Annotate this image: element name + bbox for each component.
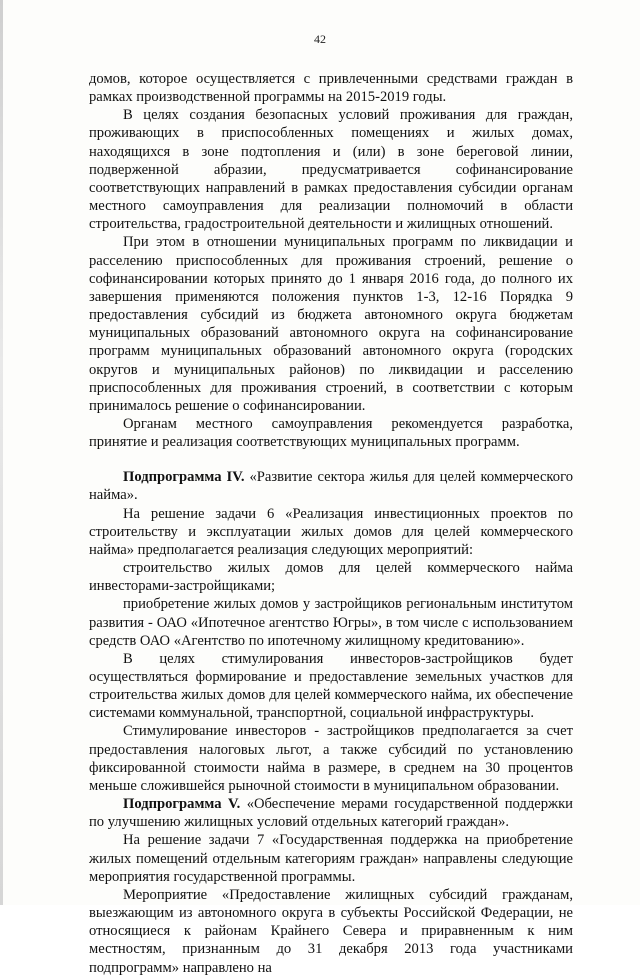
paragraph: На решение задачи 7 «Государственная поддержка на приобретение жилых помещений отдельным категориям граждан» направлены следующие мероприятия государственной программы.: [89, 832, 573, 885]
list-item: строительство жилых домов для целей коммерческого найма инвесторами-застройщиками;: [89, 560, 573, 595]
subprogram-label: Подпрограмма V.: [123, 796, 241, 813]
paragraph: Мероприятие «Предоставление жилищных субсидий гражданам, выезжающим из автономного округа в субъекты Российской Федерации, не относящиеся к районам Крайнего Севера и приравненным к ним местностям, признанным до 31 декабря 2013 года участниками подпрограмм» направлено на: [89, 886, 573, 976]
paragraph: В целях создания безопасных условий проживания для граждан, проживающих в приспособленных помещениях и жилых домах, находящихся в зоне подтопления и (или) в зоне береговой линии, подверженной абразии, предусматривается софинансирование соответствующих направлений в рамках предоставления субсидии органам местного самоуправления для реализации полномочий в области строительства, градостроительной деятельности и жилищных отношений.: [89, 107, 573, 233]
paragraph: Органам местного самоуправления рекомендуется разработка, принятие и реализация соответствующих муниципальных программ.: [89, 415, 573, 451]
subprogram-heading: Подпрограмма V. «Обеспечение мерами государственной поддержки по улучшению жилищных условий отдельных категорий граждан».: [89, 796, 573, 831]
list-item: приобретение жилых домов у застройщиков региональным институтом развития - ОАО «Ипотечное агентство Югры», в том числе с использованием средств ОАО «Агентство по ипотечному жилищному кредитованию».: [89, 596, 573, 649]
section-gap: [89, 451, 573, 468]
paragraph-continuation: домов, которое осуществляется с привлеченными средствами граждан в рамках производственной программы на 2015-2019 годы.: [89, 71, 573, 106]
paragraph: Стимулирование инвесторов - застройщиков предполагается за счет предоставления налоговых льгот, а также субсидий по установлению фиксированной стоимости найма в размере, в среднем на 30 процентов меньше сложившейся рыночной стоимости в муниципальном образовании.: [89, 723, 573, 794]
page-number: 42: [314, 32, 326, 46]
paragraph: При этом в отношении муниципальных программ по ликвидации и расселению приспособленных для проживания строений, решение о софинансировании которых принято до 1 января 2016 года, до полного их завершения применяются положения пунктов 1-3, 12-16 Порядка 9 предоставления субсидий из бюджета автономного округа бюджетам муниципальных образований автономного округа на софинансирование программ муниципальных образований автономного округа (городских округов и муниципальных районов) по ликвидации и расселению приспособленных для проживания строений, в соответствии с которым принималось решение о софинансировании.: [89, 234, 573, 414]
subprogram-heading: Подпрограмма IV. «Развитие сектора жилья для целей коммерческого найма».: [89, 469, 573, 504]
document-body: [89, 70, 573, 977]
paragraph: На решение задачи 6 «Реализация инвестиционных проектов по строительству и эксплуатации жилых домов для целей коммерческого найма» предполагается реализация следующих мероприятий:: [89, 505, 573, 558]
paragraph: В целях стимулирования инвесторов-застройщиков будет осуществляться формирование и предоставление земельных участков для строительства жилых домов для целей коммерческого найма, их обеспечение системами коммунальной, транспортной, социальной инфраструктуры.: [89, 650, 573, 722]
subprogram-label: Подпрограмма IV.: [123, 469, 245, 486]
scan-edge: [0, 0, 3, 905]
